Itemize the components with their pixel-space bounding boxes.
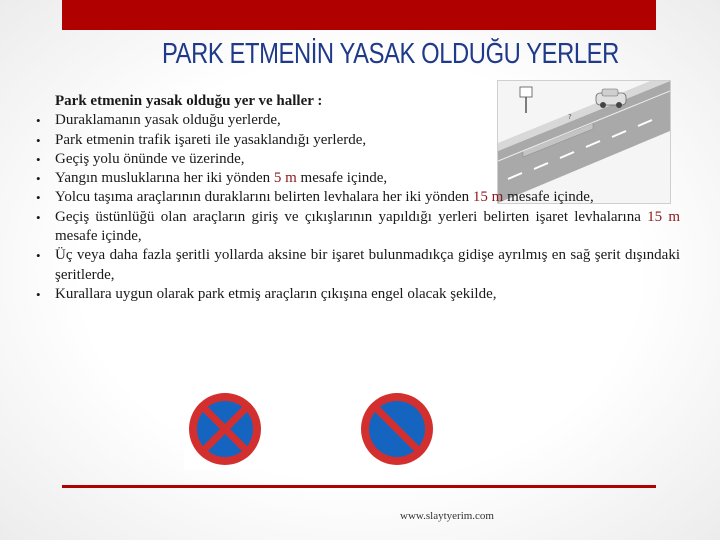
item-text: Park etmenin trafik işareti ile yasaklandığı yerlerde, <box>55 131 367 148</box>
list-item <box>36 169 477 188</box>
list-item <box>36 111 477 130</box>
list-item <box>36 285 680 304</box>
item-text: Duraklamanın yasak olduğu yerlerde, <box>55 112 281 129</box>
list-item <box>36 150 477 169</box>
top-accent-bar <box>62 0 656 30</box>
item-text: Kurallara uygun olarak park etmiş araçların çıkışına engel olacak şekilde, <box>55 285 497 302</box>
list-item <box>36 188 680 207</box>
distance-highlight: 5 m <box>273 170 297 187</box>
content-area <box>36 92 680 304</box>
list-item <box>36 246 680 285</box>
list-item <box>36 208 680 247</box>
title-container <box>162 38 642 78</box>
no-parking-sign-icon <box>356 388 438 470</box>
list-item <box>36 131 477 150</box>
item-text: Geçiş üstünlüğü olan araçların giriş ve çıkışlarının yapıldığı yerleri belirten işaret levhalarına <box>55 208 648 225</box>
item-text: mesafe içinde, <box>55 228 142 245</box>
rules-list <box>36 111 680 304</box>
distance-highlight: 15 m <box>472 189 504 206</box>
bottom-accent-line <box>62 485 656 488</box>
distance-highlight: 15 m <box>647 208 680 225</box>
item-text: Yangın musluklarına her iki yönden <box>55 170 274 187</box>
footer-url: www.slaytyerim.com <box>400 510 494 522</box>
item-text: Üç veya daha fazla şeritli yollarda aksine bir işaret bulunmadıkça gidişe ayrılmış en sağ şerit dışındaki şeritlerde, <box>55 247 680 283</box>
item-text: mesafe içinde, <box>503 189 594 206</box>
item-text: Geçiş yolu önünde ve üzerinde, <box>55 150 245 167</box>
item-text: mesafe içinde, <box>296 170 388 187</box>
page-title: PARK ETMENİN YASAK OLDUĞU YERLER <box>162 38 619 70</box>
no-stopping-sign-icon <box>184 388 266 470</box>
intro-heading: Park etmenin yasak olduğu yer ve haller : <box>55 93 323 109</box>
item-text: Yolcu taşıma araçlarının duraklarını belirten levhalara her iki yönden <box>55 189 473 206</box>
svg-text:?: ? <box>568 113 572 121</box>
